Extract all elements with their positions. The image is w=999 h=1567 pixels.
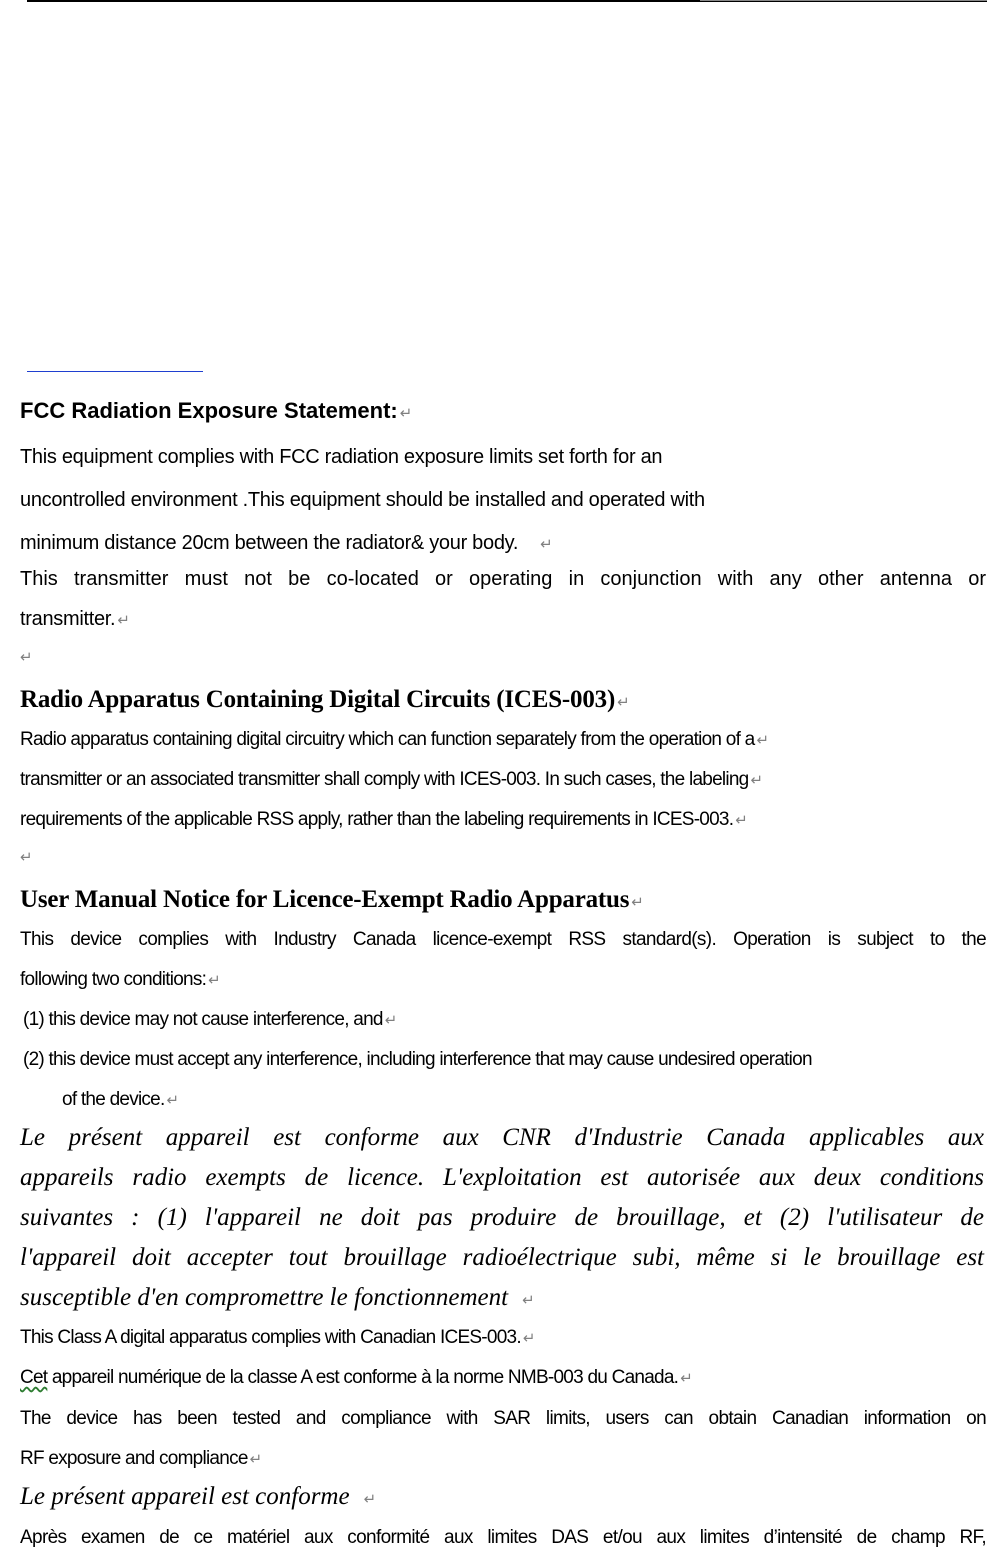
manual-heading: User Manual Notice for Licence-Exempt Radio Apparatus ↵ xyxy=(20,886,644,913)
french-das-line: Après examen de ce matériel aux conformité aux limites DAS et/ou aux limites d’intensité de champ RF, xyxy=(20,1527,986,1548)
paragraph-mark-icon: ↵ xyxy=(522,1329,535,1347)
manual-line: following two conditions: ↵ xyxy=(20,969,220,990)
paragraph-mark-icon: ↵ xyxy=(249,1450,262,1468)
paragraph-mark-icon: ↵ xyxy=(540,535,553,553)
paragraph-mark-icon: ↵ xyxy=(20,848,33,866)
fcc-line: transmitter. ↵ xyxy=(20,608,130,630)
fcc-line: This transmitter must not be co-located or operating in conjunction with any other antenna or xyxy=(20,568,986,590)
spellcheck-word: Cet xyxy=(20,1367,48,1388)
paragraph-mark-icon: ↵ xyxy=(617,693,630,711)
paragraph-mark-icon: ↵ xyxy=(208,971,220,989)
manual-line: This device complies with Industry Canada licence-exempt RSS standard(s). Operation is subject to the xyxy=(20,929,986,950)
fcc-line: This equipment complies with FCC radiation exposure limits set forth for an xyxy=(20,446,663,468)
manual-condition-2-cont: of the device. ↵ xyxy=(62,1089,179,1110)
fcc-line: minimum distance 20cm between the radiator& your body. ↵ xyxy=(20,532,553,554)
class-a-statement-fr: Cet appareil numérique de la classe A est conforme à la norme NMB-003 du Canada. ↵ xyxy=(20,1367,693,1388)
paragraph-mark-icon: ↵ xyxy=(363,1490,377,1508)
paragraph-mark-icon: ↵ xyxy=(680,1369,693,1387)
french-line: susceptible d'en compromettre le fonctionnement ↵ xyxy=(20,1284,535,1311)
paragraph-mark-icon: ↵ xyxy=(20,648,33,666)
fcc-line: uncontrolled environment .This equipment should be installed and operated with xyxy=(20,489,705,511)
manual-condition-1: (1) this device may not cause interference, and ↵ xyxy=(23,1009,397,1030)
french-line: appareils radio exempts de licence. L'exploitation est autorisée aux deux conditions xyxy=(20,1164,984,1191)
sar-line: RF exposure and compliance ↵ xyxy=(20,1448,262,1469)
empty-paragraph xyxy=(20,848,33,867)
french-line: l'appareil doit accepter tout brouillage radioélectrique subi, même si le brouillage est xyxy=(20,1244,984,1271)
paragraph-mark-icon: ↵ xyxy=(750,771,763,789)
ices-line: Radio apparatus containing digital circuitry which can function separately from the operation of a ↵ xyxy=(20,729,769,750)
ices-line: requirements of the applicable RSS apply, rather than the labeling requirements in ICES-003. ↵ xyxy=(20,809,748,830)
top-rule-fade xyxy=(700,0,987,1)
french-line: Le présent appareil est conforme aux CNR d'Industrie Canada applicables aux xyxy=(20,1124,984,1151)
french-line: suivantes : (1) l'appareil ne doit pas produire de brouillage, et (2) l'utilisateur de xyxy=(20,1204,984,1231)
paragraph-mark-icon: ↵ xyxy=(166,1091,179,1109)
ices-line: transmitter or an associated transmitter shall comply with ICES-003. In such cases, the labeling ↵ xyxy=(20,769,763,790)
paragraph-mark-icon: ↵ xyxy=(756,731,769,749)
manual-condition-2: (2) this device must accept any interference, including interference that may cause undesired operation xyxy=(23,1049,812,1070)
ices-heading: Radio Apparatus Containing Digital Circuits (ICES-003) ↵ xyxy=(20,686,630,713)
paragraph-mark-icon: ↵ xyxy=(384,1011,397,1029)
paragraph-mark-icon: ↵ xyxy=(735,811,748,829)
fcc-heading: FCC Radiation Exposure Statement: ↵ xyxy=(20,398,413,423)
sar-line: The device has been tested and compliance with SAR limits, users can obtain Canadian information on xyxy=(20,1408,986,1429)
paragraph-mark-icon: ↵ xyxy=(522,1291,535,1309)
french-short-line: Le présent appareil est conforme ↵ xyxy=(20,1483,377,1510)
paragraph-mark-icon: ↵ xyxy=(117,611,130,629)
class-a-statement: This Class A digital apparatus complies with Canadian ICES-003. ↵ xyxy=(20,1327,535,1348)
empty-paragraph xyxy=(20,648,33,667)
paragraph-mark-icon: ↵ xyxy=(399,404,413,422)
paragraph-mark-icon: ↵ xyxy=(631,893,644,911)
hyperlink-underline xyxy=(27,371,203,372)
